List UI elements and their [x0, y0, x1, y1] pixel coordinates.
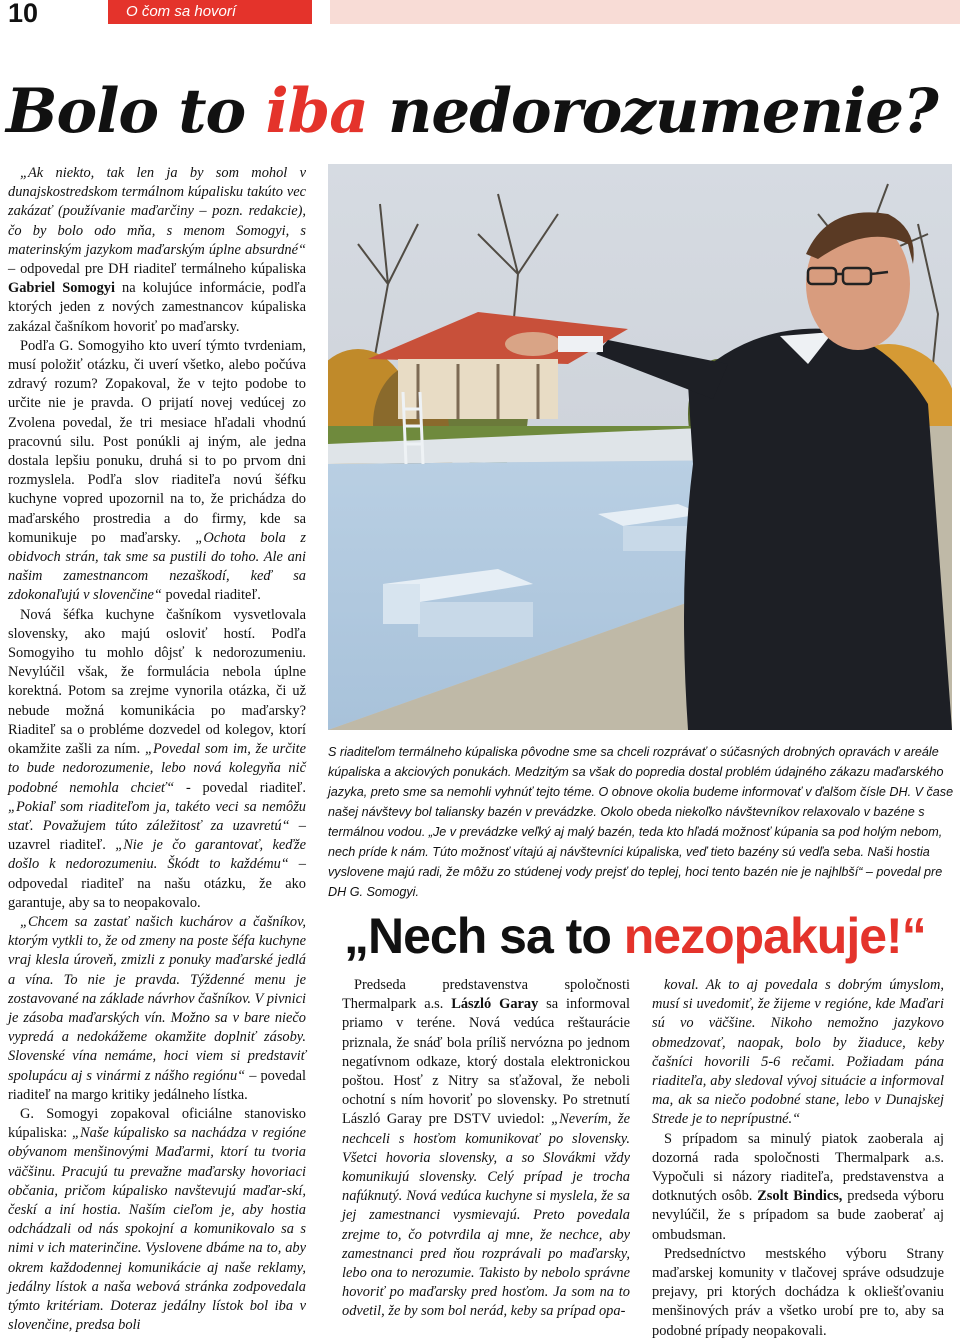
paragraph [652, 1130, 944, 1245]
sub-headline [344, 906, 926, 966]
headline-part1: Bolo to [6, 76, 266, 147]
photo-caption: S riaditeľom termálneho kúpaliska pôvodne sme sa chceli rozprávať o súčasných drobných opravách v areále kúpaliska a akciových ponukách. Medzitým sa však do popredia dostal problém údajného zákazu maďarského jazyka, preto sme sa nemohli vyhnúť tejto téme. O obnove okolia budeme informovať v ďalšom čísle DH. V čase našej návštevy bol taliansky bazén v prevádzke. Okolo obeda niekoľko návštevníkov relaxovalo v bazéne s termálnou vodou. „Je v prevádzke veľký aj malý bazén, teda kto hľadá možnosť kúpania sa pod holým nebom, nech príde k nám. Túto možnosť vítajú aj návštevníci kúpaliska, veď tieto bazény sú vedľa seba. Naši hostia vyslovene majú radi, že môžu zo stúdenej vody prejsť do teplej, hoci tento bazén nie je najhlbší“ – povedal pre DH G. Somogyi. [328, 745, 954, 899]
body-text: Podľa G. Somogyiho kto uverí týmto tvrdeniam, musí položiť otázku, či uverí všetko, alebo počúva zdravý rozum? Zopakoval, že v tejto podobe to určite nie je pravda. O prijatí novej vedúcej zo Zvolena povedal, že tri mesiace hľadali vhodnú pracovnú silu. Post ponúkli aj iným, ale jedna dostala lepšiu ponuku, druhá si to po prvom dni rozmyslela. Podľa slov riaditeľa novú šéfku kuchyne vopred upozornil na to, že prichádza do maďarského prostredia a do firmy, kde sa komunikuje po maďarsky. [8, 337, 306, 546]
paragraph [652, 976, 944, 1130]
body-text: Predsedníctvo mestského výboru Strany maďarskej komunity v tlačovej správe odsudzuje prejavy, pri ktorých dochádza k okliešťovaniu menšinových práv a všetko urobí pre to, aby sa podobné prípady neopakovali. [652, 1245, 944, 1339]
quote-text: „Ochota bola z obidvoch strán, tak sme sa pustili do toho. Ale ani našim zamestnancom nezaškodí, keď sa zdokonaľujú v slovenčine“ [8, 529, 306, 604]
body-text: - povedal riaditeľ. [174, 779, 306, 796]
body-text: – povedal riaditeľ na margo kritiky jedálneho lístka. [8, 1067, 306, 1103]
body-text: povedal riaditeľ. [161, 587, 261, 604]
paragraph [342, 976, 630, 1322]
left-article-column [8, 164, 306, 1335]
quote-text: „Naše kúpalisko sa nachádza v regióne obývanom menšinovými Maďarmi, ktorí tu tvoria väčšinu. Pracujú tu prevažne maďarsky hovoriaci občania, pričom kúpalisko navštevujú maďar-skí, českí a iní hostia. Naším cieľom je, aby hostia odchádzali od nás spokojní a komunikovalo sa s nimi v ich materinčine. Vyslovene dbáme na to, aby okrem každodennej komunikácie aj naše reklamy, jedálny lístok a naša webová stránka zodpovedala týmto kritériam. Doteraz jedálny lístok bol iba v slovenčine, predsa boli [8, 1125, 306, 1334]
right-article-column [652, 976, 944, 1341]
bold-name: Gabriel Somogyi [8, 280, 115, 297]
body-text: Nová šéfka kuchyne čašníkom vysvetlovala slovensky, ako majú osloviť hostí. Podľa Somogyiho tu mohlo dôjsť k nedorozumeniu. Nevylúčil však, že formulácia nebola úplne korektná. Potom sa zrejme vynorila otázka, či už nebude možná komunikácia po maďarsky? Riaditeľ sa o probléme dozvedel od kolegov, ktorí okamžite zašli za ním. [8, 606, 306, 758]
quote-text: „Ak niekto, tak len ja by som mohol v dunajskostredskom termálnom kúpalisku takúto vec zakázať (používanie maďarčiny – pozn. redakcie), čo by bolo odo mňa, s menom Somogyi, s materinským jazykom maďarským úplne absurdné“ [8, 165, 306, 258]
headline-highlight: iba [265, 76, 368, 147]
body-text: – odpovedal pre DH riaditeľ termálneho kúpaliska [8, 261, 306, 278]
paragraph [8, 606, 306, 913]
quote-text: „Neverím, že nechceli s hosťom komunikovať po slovensky. Všetci hovoria slovensky, a so Slovákmi vždy komunikujú slovensky. Celý prípad je trocha nafúknutý. Nová vedúca kuchyne si myslela, že sa jej zamestnanci vysmievajú. Preto povedala zrejme to, čo potvrdila aj mne, že nechce, aby zamestnanci pred ňou rozprávali po maďarsky, lebo ona to nerozumie. Takisto by nebolo správne hovoriť po maďarsky pred hosťom. Ja som na to odvetil, že by som bol nerád, keby sa prípad opa- [342, 1111, 631, 1320]
body-text: – uzavrel riaditeľ. [8, 817, 307, 854]
sub-headline-part1: „Nech sa to [344, 908, 624, 964]
quote-text: koval. Ak to aj povedala s dobrým úmyslom, musí si uvedomiť, že žijeme v regióne, kde Maďari sú vo väčšine. Nikoho nemožno jazykovo obmedzovať, naopak, bolo by žiaduce, keby čašníci hovorili 5-6 rečami. Požiadam pána riaditeľa, aby sledoval vývoj situácie a informoval ma, ak sa niečo podobné stane, lebo v Dunajskej Strede je to neprípustné.“ [652, 977, 944, 1128]
quote-text: „Chcem sa zastať našich kuchárov a čašníkov, ktorým vytkli to, že od zmeny na poste šéfa kuchyne vraj klesla úroveň, zmizli z ponuky maďarské jedlá a vína. To nie je pravda. Týždenné menu je zostavované na základe návrhov čašníkov. V pivnici je zásoba maďarských vín. Možno sa v bare niečo vypredá a nedokážeme okamžite doplniť zásoby. Slovenské vína nemáme, hoci viem si predstaviť spolupácu aj s vinármi z nášho regiónu“ [8, 913, 306, 1084]
paragraph [8, 337, 306, 606]
bold-name: László Garay [451, 996, 539, 1013]
quote-text: „Povedal som im, že určite to bude nedorozumenie, lebo nová kolegyňa nič podobné nemohla chcieť“ [8, 741, 306, 796]
quote-text: „Pokiaľ som riaditeľom ja, takéto veci sa nemôžu stať. Považujem túto záležitosť za uzavretú“ [8, 798, 306, 834]
page-number: 10 [8, 0, 39, 28]
sub-headline-highlight: nezopakuje!“ [623, 908, 926, 964]
article-headline [6, 72, 938, 152]
body-text: predseda výboru nevylúčil, že s prípadom sa bude zaoberať aj ombudsman. [652, 1188, 944, 1243]
paragraph [8, 913, 306, 1105]
section-label: O čom sa hovorí [126, 3, 237, 20]
header-decor-bar [330, 0, 960, 24]
body-text: – odpovedal riaditeľ na našu otázku, že ako garantuje, aby sa to neopakovalo. [8, 856, 306, 911]
body-text: na kolujúce informácie, podľa ktorých jeden z nových zamestnancov kúpaliska zakázal čašníkom hovoriť po maďarsky. [8, 280, 306, 335]
quote-text: „Nie je čo garantovať, keďže došlo k nedorozumeniu. Škódt to každému“ [8, 837, 306, 873]
body-text: G. Somogyi zopakoval oficiálne stanovisko kúpaliska: [8, 1105, 306, 1142]
headline-part2: nedorozumenie? [367, 76, 938, 147]
paragraph [8, 164, 306, 337]
body-text: sa informoval priamo v teréne. Nová vedúca reštaurácie priznala, že snáď bola príliš nervózna po jednom negatívnom odkaze, ktorý dostala elektronickou poštou. Hosť z Nitry sa sťažoval, že neboli ochotní s ním hovoriť po slovensky. Po stretnutí László Garay pre DSTV uviedol: [342, 996, 630, 1128]
paragraph [652, 1245, 944, 1341]
mid-article-column [342, 976, 630, 1322]
body-text: S prípadom sa minulý piatok zaoberala aj dozorná rada spoločnosti Thermalpark a.s. Vypočuli si názory riaditeľa, predstavenstva a dotknutých osôb. [652, 1130, 944, 1205]
bold-name: Zsolt Bindics, [757, 1188, 843, 1205]
paragraph [8, 1105, 306, 1335]
article-photo [328, 164, 952, 730]
body-text: Predseda predstavenstva spoločnosti Thermalpark a.s. [342, 977, 630, 1013]
